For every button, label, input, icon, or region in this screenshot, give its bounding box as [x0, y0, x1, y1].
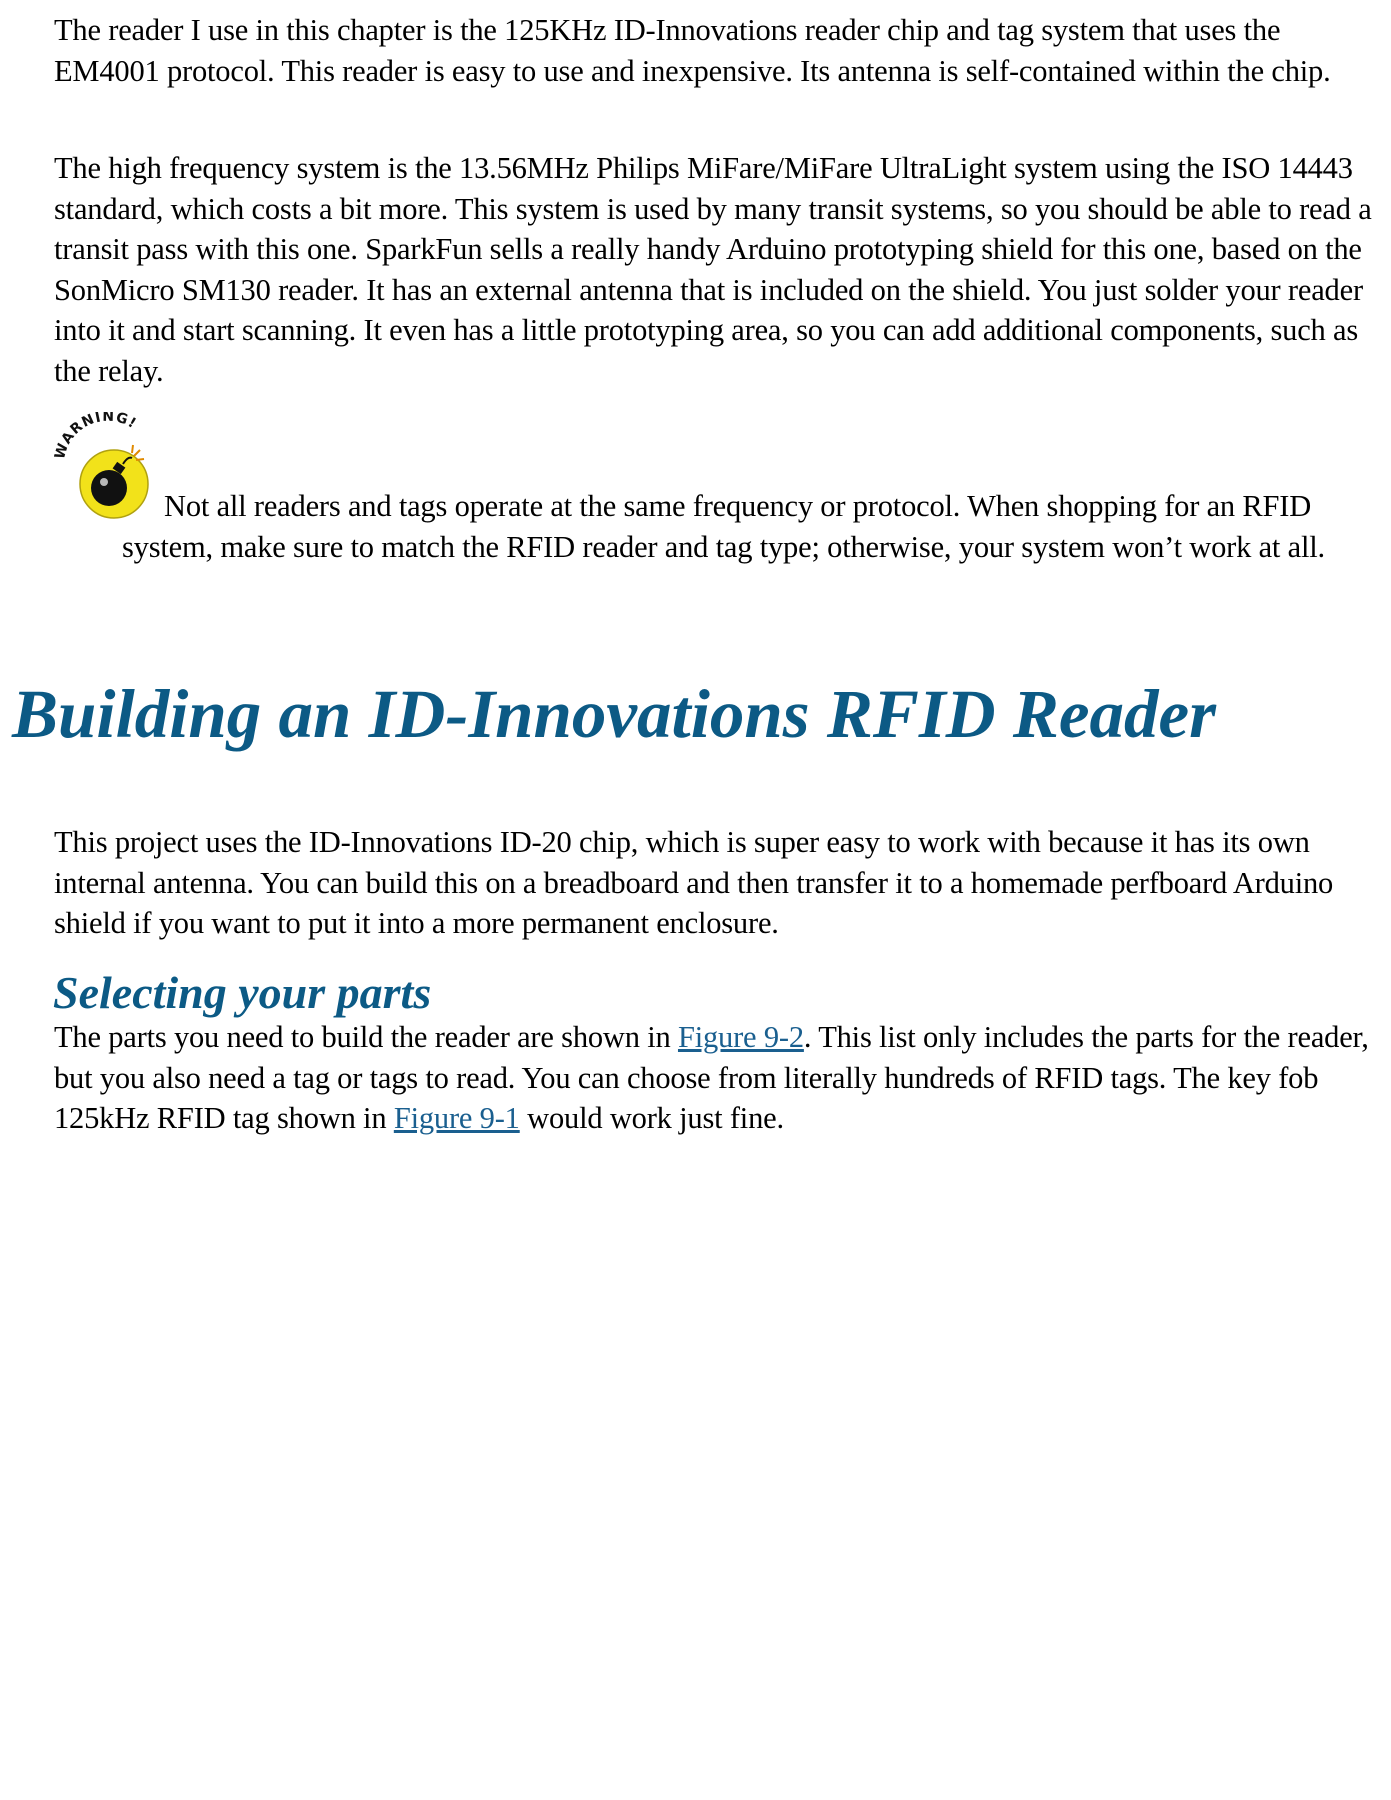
- parts-text-2: . This list only includes the parts for the reader, but you also need a tag or tags to read. You can choose from literally hundreds of RFID tags. The key fob 125kHz RFID tag shown in: [54, 1020, 1369, 1135]
- warning-icon-label: ARNING!: [58, 412, 140, 447]
- figure-9-1-link[interactable]: Figure 9-1: [393, 1101, 520, 1135]
- section-heading: Building an ID-Innovations RFID Reader: [12, 676, 1216, 752]
- warning-text: Not all readers and tags operate at the same frequency or protocol. When shopping for an RFID system, make sure to match the RFID reader and tag type; otherwise, your system won’t work at all.: [122, 489, 1325, 564]
- paragraph-reader-intro: The reader I use in this chapter is the 125KHz ID-Innovations reader chip and tag system that uses the EM4001 protocol. This reader is easy to use and inexpensive. Its antenna is self-contained within the chip.: [54, 13, 1331, 88]
- subsection-heading: Selecting your parts: [53, 967, 432, 1018]
- paragraph-high-frequency: The high frequency system is the 13.56MHz Philips MiFare/MiFare UltraLight system using the ISO 14443 standard, which costs a bit more. This system is used by many transit systems, so you should be able to read a transit pass with this one. SparkFun sells a really handy Arduino prototyping shield for this one, based on the SonMicro SM130 reader. It has an external antenna that is included on the shield. You just solder your reader into it and start scanning. It even has a little prototyping area, so you can add additional components, such as the relay.: [54, 151, 1372, 388]
- parts-text-3: would work just fine.: [519, 1101, 784, 1135]
- parts-text-1: The parts you need to build the reader are shown in: [54, 1020, 678, 1054]
- paragraph-selecting-parts: [54, 1017, 1374, 1139]
- paragraph-section-intro: This project uses the ID-Innovations ID-20 chip, which is super easy to work with because it has its own internal antenna. You can build this on a breadboard and then transfer it to a homemade perfboard Arduino shield if you want to put it into a more permanent enclosure.: [54, 825, 1334, 940]
- figure-9-2-link[interactable]: Figure 9-2: [677, 1020, 804, 1054]
